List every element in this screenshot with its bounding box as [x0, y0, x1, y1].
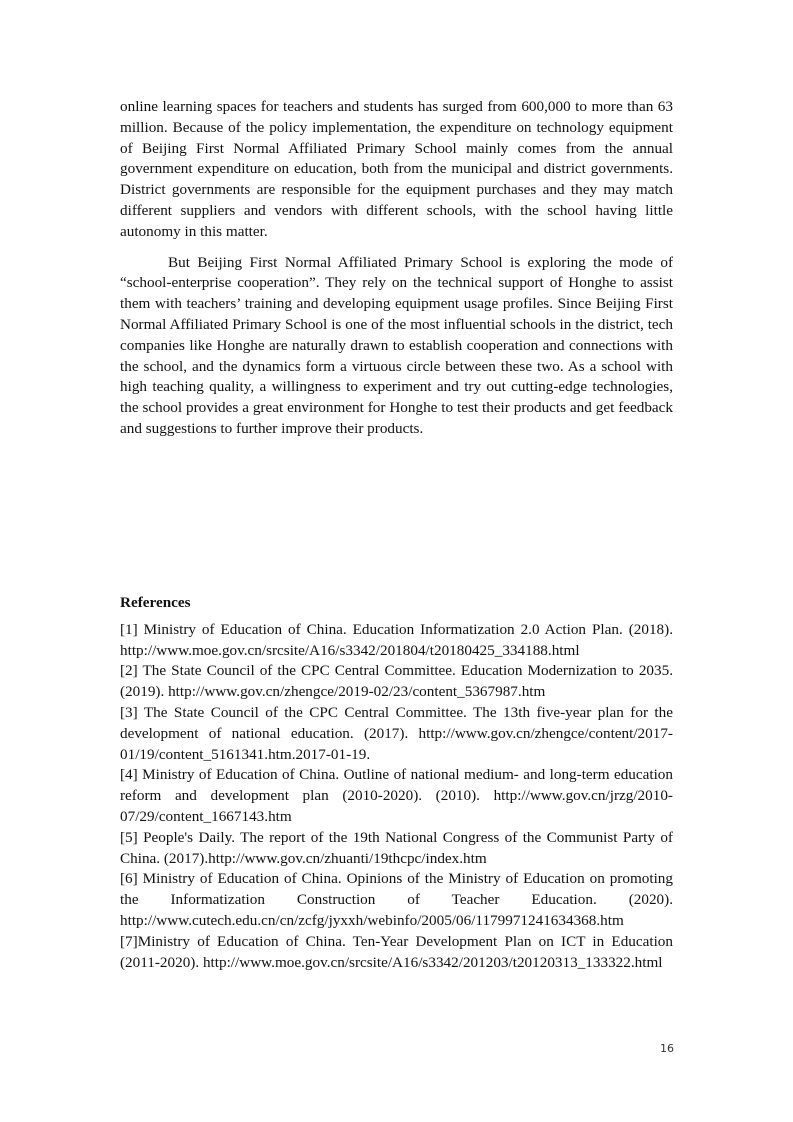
reference-item: [6] Ministry of Education of China. Opinions of the Ministry of Education on promoting the Informatization Construction of Teacher Education. (2020). http://www.cutech.edu.cn/cn/zcfg/jyxxh/webinfo/2005/06/1179971241634368.htm: [120, 870, 673, 929]
reference-item: [2] The State Council of the CPC Central Committee. Education Modernization to 2035. (2019). http://www.gov.cn/zhengce/2019-02/23/content_5367987.htm: [120, 662, 673, 701]
reference-item: [4] Ministry of Education of China. Outline of national medium- and long-term education reform and development plan (2010-2020). (2010). http://www.gov.cn/jrzg/2010-07/29/content_1667143.htm: [120, 766, 673, 825]
paragraph: But Beijing First Normal Affiliated Primary School is exploring the mode of “school-enterprise cooperation”. They rely on the technical support of Honghe to assist them with teachers’ training and developing equipment usage profiles. Since Beijing First Normal Affiliated Primary School is one of the most influential schools in the district, tech companies like Honghe are naturally drawn to establish cooperation and connections with the school, and the dynamics form a virtuous circle between these two. As a school with high teaching quality, a willingness to experiment and try out cutting-edge technologies, the school provides a great environment for Honghe to test their products and get feedback and suggestions to further improve their products.: [120, 253, 673, 437]
reference-item: [7]Ministry of Education of China. Ten-Year Development Plan on ICT in Education (2011-2020). http://www.moe.gov.cn/srcsite/A16/s3342/201203/t20120313_133322.html: [120, 932, 673, 971]
page-number: 16: [660, 1042, 674, 1055]
reference-item: [5] People's Daily. The report of the 19th National Congress of the Communist Party of China. (2017).http://www.gov.cn/zhuanti/19thcpc/index.htm: [120, 828, 673, 867]
body-text: [120, 97, 673, 440]
reference-list: [120, 620, 673, 974]
reference-item: [1] Ministry of Education of China. Education Informatization 2.0 Action Plan. (2018). http://www.moe.gov.cn/srcsite/A16/s3342/201804/t20180425_334188.html: [120, 620, 673, 659]
paragraph: online learning spaces for teachers and students has surged from 600,000 to more than 63 million. Because of the policy implementation, the expenditure on technology equipment of Beijing First Normal Affiliated Primary School mainly comes from the annual government expenditure on education, both from the municipal and district governments. District governments are responsible for the equipment purchases and they may match different suppliers and vendors with different schools, with the school having little autonomy in this matter.: [120, 98, 673, 240]
reference-item: [3] The State Council of the CPC Central Committee. The 13th five-year plan for the development of national education. (2017). http://www.gov.cn/zhengce/content/2017-01/19/content_5161341.htm.2017-01-19.: [120, 703, 673, 763]
references-heading: References: [120, 594, 191, 611]
references-section: [120, 593, 673, 973]
